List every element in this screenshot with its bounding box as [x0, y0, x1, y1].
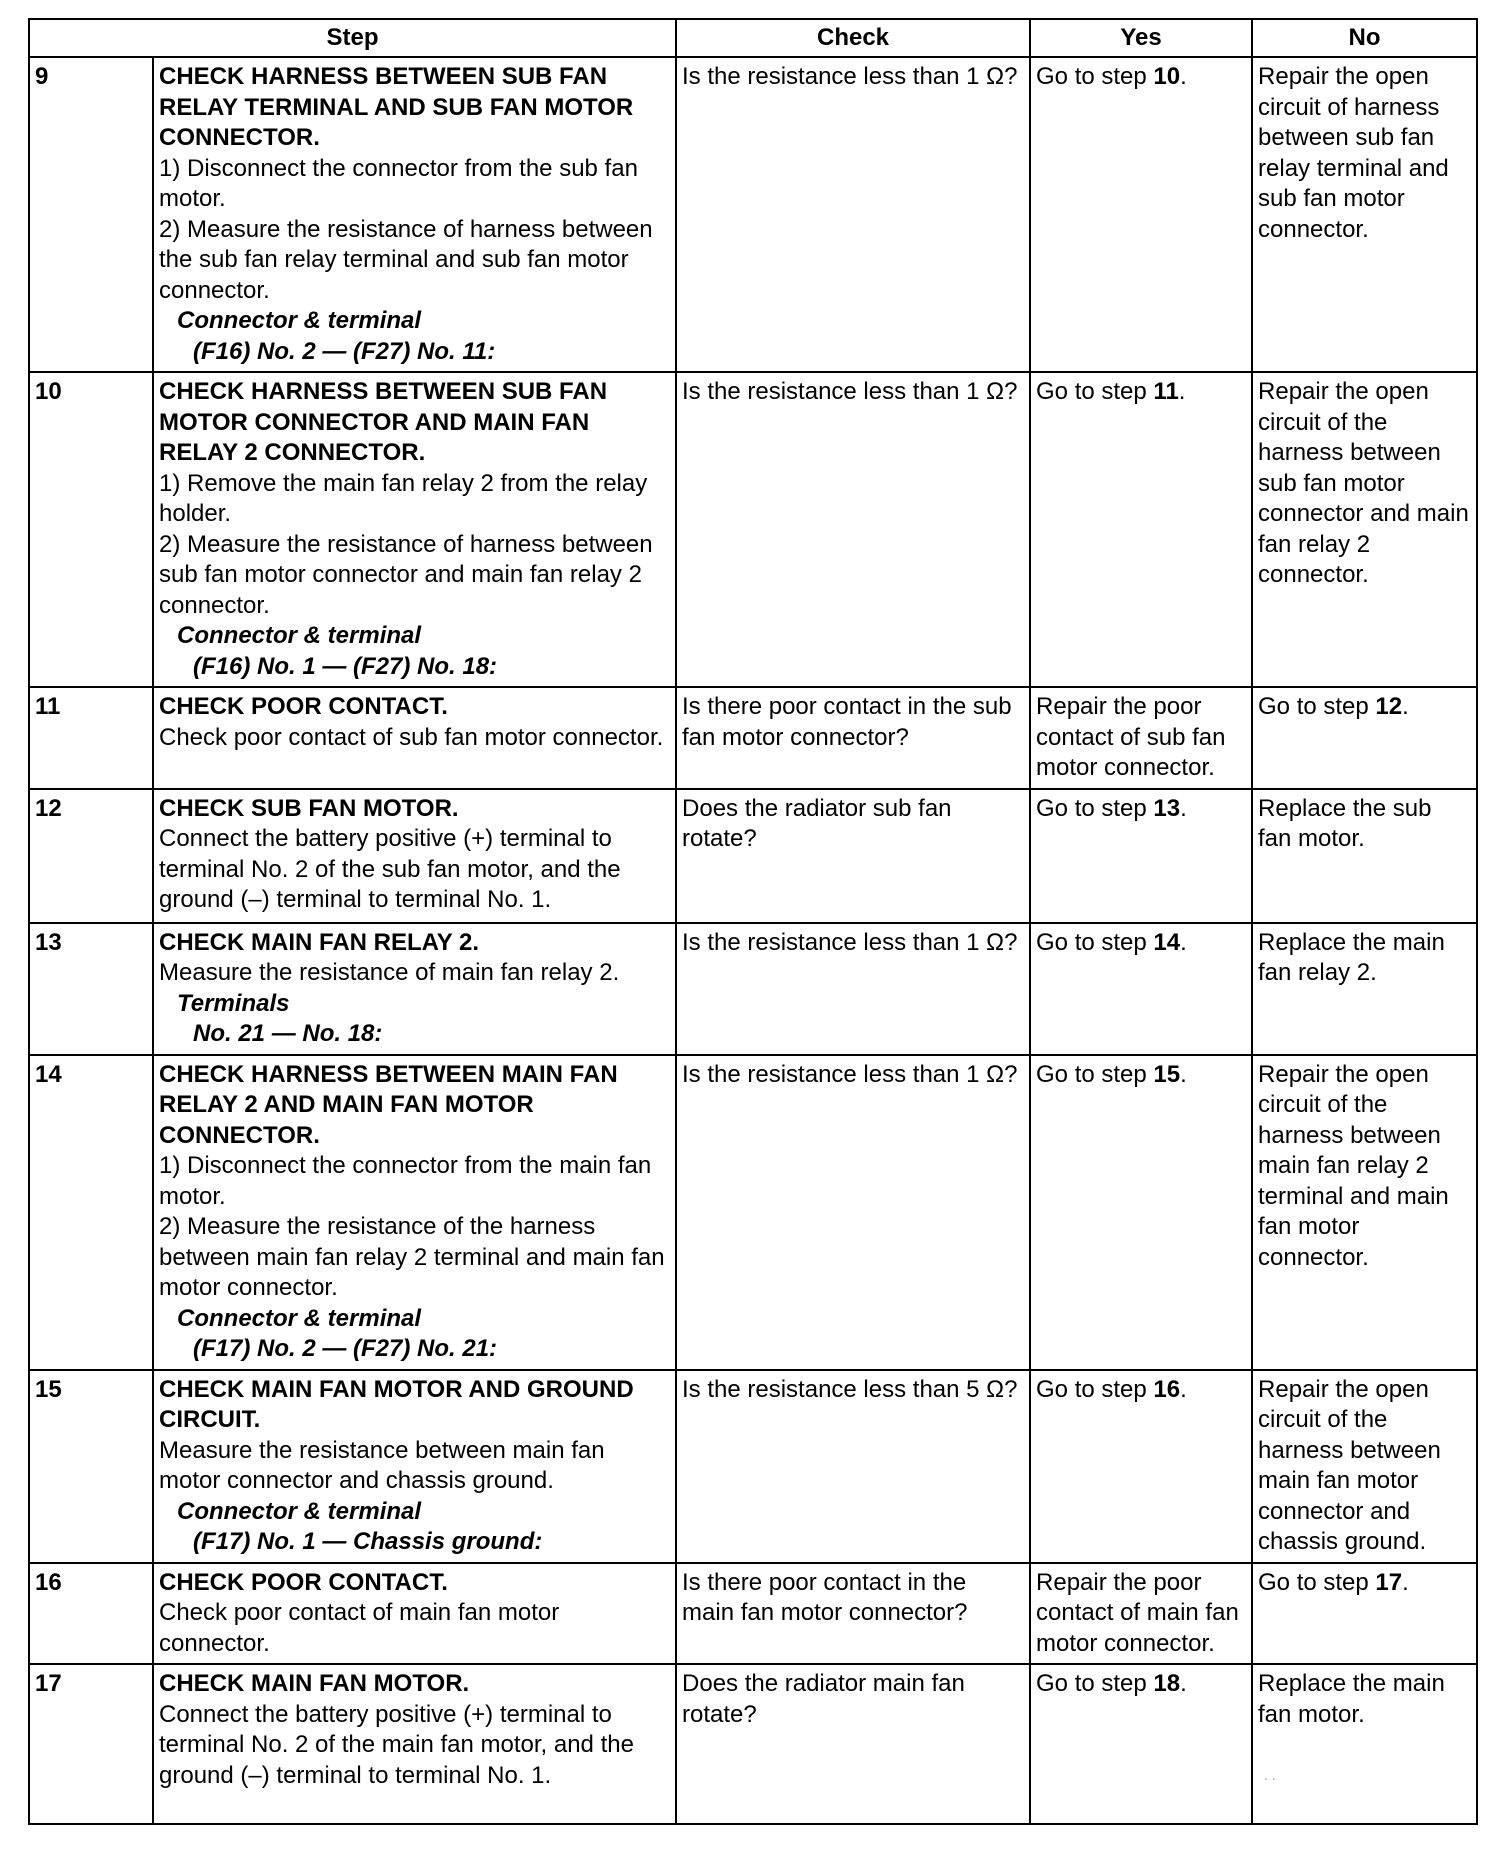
step-cell — [153, 1370, 676, 1563]
spec-value: (F16) No. 2 — (F27) No. 11: — [193, 337, 496, 365]
spec-value: No. 21 — No. 18: — [193, 1020, 383, 1047]
procedure-line: Check poor contact of main fan motor connector. — [159, 1599, 560, 1657]
faint-dots: . . — [1264, 1767, 1276, 1783]
check-cell: Is there poor contact in the main fan motor connector? — [676, 1563, 1030, 1665]
step-cell — [153, 1664, 676, 1824]
table-row — [29, 372, 1477, 687]
step-title: CHECK SUB FAN MOTOR. — [159, 794, 459, 822]
spec-label: Connector & terminal — [177, 1304, 422, 1332]
yes-step: 13 — [1153, 794, 1181, 822]
procedure-line: 1) Disconnect the connector from the main fan motor. — [159, 1152, 652, 1210]
spec-value: (F16) No. 1 — (F27) No. 18: — [193, 652, 498, 680]
yes-cell — [1030, 1370, 1252, 1563]
header-check: Check — [676, 19, 1030, 57]
step-title: CHECK MAIN FAN RELAY 2. — [159, 928, 480, 956]
header-yes: Yes — [1030, 19, 1252, 57]
yes-suffix: . — [1180, 1060, 1187, 1088]
no-cell: Replace the sub fan motor. — [1252, 789, 1477, 923]
header-row — [29, 19, 1477, 57]
no-cell: Repair the open circuit of the harness between main fan relay 2 terminal and main fan motor connector. — [1252, 1055, 1477, 1370]
no-suffix: . — [1402, 1568, 1409, 1596]
step-number: 10 — [29, 372, 153, 687]
procedure-line: Check poor contact of sub fan motor connector. — [159, 723, 664, 751]
diagnostic-table — [28, 18, 1478, 1825]
table-row — [29, 57, 1477, 372]
step-title: CHECK MAIN FAN MOTOR. — [159, 1670, 470, 1697]
no-step: 12 — [1375, 693, 1403, 720]
yes-suffix: . — [1180, 928, 1187, 956]
procedure-line: Connect the battery positive (+) terminal to terminal No. 2 of the sub fan motor, and the ground (–) terminal to terminal No. 1. — [159, 825, 621, 913]
step-number: 11 — [29, 687, 153, 789]
table-row — [29, 1370, 1477, 1563]
no-cell: Replace the main fan relay 2. — [1252, 923, 1477, 1055]
procedure-line: 2) Measure the resistance of harness between sub fan motor connector and main fan relay 2 connector. — [159, 530, 653, 619]
yes-cell — [1030, 57, 1252, 372]
yes-suffix: . — [1180, 1670, 1187, 1697]
check-cell: Is the resistance less than 1 Ω? — [676, 923, 1030, 1055]
no-cell — [1252, 687, 1477, 789]
step-number: 14 — [29, 1055, 153, 1370]
step-number: 13 — [29, 923, 153, 1055]
header-no: No — [1252, 19, 1477, 57]
yes-cell — [1030, 1055, 1252, 1370]
yes-suffix: . — [1180, 794, 1187, 822]
yes-step: 18 — [1153, 1670, 1181, 1697]
step-title: CHECK POOR CONTACT. — [159, 1568, 448, 1596]
table-row — [29, 1664, 1477, 1824]
procedure-line: Measure the resistance between main fan motor connector and chassis ground. — [159, 1436, 605, 1494]
no-cell — [1252, 1664, 1477, 1824]
step-title: CHECK HARNESS BETWEEN SUB FAN RELAY TERMINAL AND SUB FAN MOTOR CONNECTOR. — [159, 63, 634, 151]
step-number: 9 — [29, 57, 153, 372]
yes-prefix: Go to step — [1036, 378, 1154, 405]
spec-label: Connector & terminal — [177, 622, 422, 649]
check-cell: Is the resistance less than 1 Ω? — [676, 57, 1030, 372]
spec-label: Terminals — [177, 989, 290, 1017]
step-cell — [153, 1563, 676, 1665]
yes-suffix: . — [1180, 1375, 1187, 1403]
yes-step: 11 — [1153, 378, 1179, 405]
no-step: 17 — [1375, 1568, 1403, 1596]
spec-label: Connector & terminal — [177, 1497, 422, 1525]
yes-prefix: Go to step — [1036, 1060, 1154, 1088]
check-cell: Does the radiator sub fan rotate? — [676, 789, 1030, 923]
table-row — [29, 923, 1477, 1055]
check-cell: Does the radiator main fan rotate? — [676, 1664, 1030, 1824]
procedure-line: 2) Measure the resistance of the harness between main fan relay 2 terminal and main fan motor connector. — [159, 1213, 665, 1301]
no-cell: Repair the open circuit of the harness between main fan motor connector and chassis ground. — [1252, 1370, 1477, 1563]
no-prefix: Go to step — [1258, 1568, 1376, 1596]
step-cell — [153, 923, 676, 1055]
step-title: CHECK MAIN FAN MOTOR AND GROUND CIRCUIT. — [159, 1375, 634, 1433]
yes-suffix: . — [1180, 63, 1187, 90]
step-title: CHECK POOR CONTACT. — [159, 693, 448, 720]
no-text: Replace the main fan motor. — [1258, 1670, 1445, 1728]
yes-suffix: . — [1178, 378, 1186, 405]
header-step: Step — [29, 19, 676, 57]
step-title: CHECK HARNESS BETWEEN MAIN FAN RELAY 2 AND MAIN FAN MOTOR CONNECTOR. — [159, 1060, 618, 1149]
table-row — [29, 687, 1477, 789]
procedure-line: Measure the resistance of main fan relay 2. — [159, 959, 620, 986]
yes-step: 16 — [1153, 1375, 1181, 1403]
no-prefix: Go to step — [1258, 693, 1376, 720]
spec-label: Connector & terminal — [177, 307, 422, 334]
yes-prefix: Go to step — [1036, 928, 1154, 956]
procedure-line: 1) Remove the main fan relay 2 from the relay holder. — [159, 469, 648, 527]
check-cell: Is the resistance less than 1 Ω? — [676, 372, 1030, 687]
yes-prefix: Go to step — [1036, 794, 1154, 822]
step-cell — [153, 789, 676, 923]
no-cell: Repair the open circuit of harness between sub fan relay terminal and sub fan motor connector. — [1252, 57, 1477, 372]
yes-step: 14 — [1153, 928, 1181, 956]
step-cell — [153, 372, 676, 687]
spec-value: (F17) No. 1 — Chassis ground: — [193, 1528, 543, 1555]
no-suffix: . — [1402, 693, 1409, 720]
diagnostic-sheet — [28, 18, 1476, 1825]
step-cell — [153, 687, 676, 789]
spec-value: (F17) No. 2 — (F27) No. 21: — [193, 1335, 498, 1362]
procedure-line: 2) Measure the resistance of harness between the sub fan relay terminal and sub fan motor connector. — [159, 215, 653, 304]
table-row — [29, 789, 1477, 923]
procedure-line: Connect the battery positive (+) terminal to terminal No. 2 of the main fan motor, and the ground (–) terminal to terminal No. 1. — [159, 1700, 634, 1789]
step-cell — [153, 57, 676, 372]
yes-cell — [1030, 923, 1252, 1055]
yes-cell: Repair the poor contact of sub fan motor connector. — [1030, 687, 1252, 789]
yes-prefix: Go to step — [1036, 1375, 1154, 1403]
table-row — [29, 1563, 1477, 1665]
procedure-line: 1) Disconnect the connector from the sub fan motor. — [159, 154, 638, 212]
yes-cell: Repair the poor contact of main fan motor connector. — [1030, 1563, 1252, 1665]
step-number: 12 — [29, 789, 153, 923]
yes-prefix: Go to step — [1036, 63, 1154, 90]
step-number: 17 — [29, 1664, 153, 1824]
step-number: 15 — [29, 1370, 153, 1563]
yes-step: 15 — [1153, 1060, 1181, 1088]
no-cell — [1252, 1563, 1477, 1665]
check-cell: Is the resistance less than 5 Ω? — [676, 1370, 1030, 1563]
step-cell — [153, 1055, 676, 1370]
yes-cell — [1030, 789, 1252, 923]
table-row — [29, 1055, 1477, 1370]
yes-cell — [1030, 372, 1252, 687]
yes-step: 10 — [1153, 63, 1181, 90]
check-cell: Is the resistance less than 1 Ω? — [676, 1055, 1030, 1370]
step-number: 16 — [29, 1563, 153, 1665]
yes-prefix: Go to step — [1036, 1670, 1154, 1697]
no-cell: Repair the open circuit of the harness between sub fan motor connector and main fan relay 2 connector. — [1252, 372, 1477, 687]
yes-cell — [1030, 1664, 1252, 1824]
check-cell: Is there poor contact in the sub fan motor connector? — [676, 687, 1030, 789]
step-title: CHECK HARNESS BETWEEN SUB FAN MOTOR CONNECTOR AND MAIN FAN RELAY 2 CONNECTOR. — [159, 378, 608, 466]
